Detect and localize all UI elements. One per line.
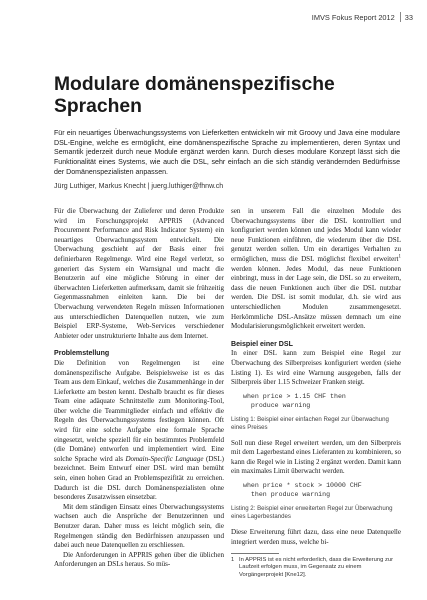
listing-caption-2: Listing 2: Beispiel einer erweiterten Regel zur Überwachung eines Lagerbestandes: [231, 505, 393, 521]
section-heading-beispiel: Beispiel einer DSL: [231, 340, 293, 348]
italic-term: Domain-Specific Language: [125, 454, 204, 463]
paragraph: Für die Überwachung der Zulieferer und deren Produkte wird im Forschungsprojekt APPRIS (Advanced Procurement Performance and Risk Indicator System) ein neuartiges Überwachungssystem entwickelt. Die Überwachung geschieht auf der Basis einer frei definierbaren Regelmenge. Wird eine Regel verletzt, so generiert das System ein Warnsignal und macht die Benutzerin auf eine mögliche Störung in einer der überwachten Lieferketten aufmerksam, damit sie frühzeitig Gegenmassnahmen einleiten kann. Die bei der Überwachung verwendeten Regeln müssen Informationen aus unterschiedlichen Datenquellen nutzen, wie zum Beispiel ERP-Systeme, Web-Services verschiedener Anbieter oder unstrukturierte Inhalte aus dem Internet.: [54, 207, 224, 340]
paragraph: [231, 207, 401, 332]
listing-caption-1: Listing 1: Beispiel einer einfachen Regel zur Überwachung eines Preises: [231, 415, 389, 431]
article-title: Modulare domänenspezifische Sprachen: [54, 74, 335, 117]
header-divider: [400, 12, 401, 22]
code-listing-1: when price > 1.15 CHF then produce warning: [243, 392, 346, 409]
paragraph: Mit dem ständigen Einsatz eines Überwachungssystems wachsen auch die Ansprüche der Benutzerinnen und Benutzer daran. Daher muss es leicht möglich sein, die Regelmengen ständig den Bedürfnissen anzupassen und dabei auch neue Datenquellen zu erschliessen.: [54, 502, 224, 550]
paragraph-text: Die Definition von Regelmengen ist eine domänenspezifische Aufgabe. Beispielsweise ist es das Team aus dem Einkauf, welches die Zusammenhänge in der Lieferkette am besten kennt. Deshalb braucht es für dieses Team eine adäquate Schnittstelle zum Monitoring-Tool, über welche die Teammitglieder einfach und effektiv die Regeln des Überwachungssystems festlegen können. Oft wird für eine solche Aufgabe eine formale Sprache eingesetzt, welche speziell für ein bestimmtes Problemfeld (die Domäne) entworfen und implementiert wird. Eine solche Sprache wird als: [54, 358, 224, 463]
paragraph-text: (DSL) bezeichnet. Beim Entwurf einer DSL wird man bemüht sein, einen hohen Grad an Problemspezifität zu erreichen. Dadurch ist die DSL durch Domänenspezialisten ohne besonderes Zusatzwissen einsetzbar.: [54, 454, 224, 502]
paragraph: [54, 359, 224, 503]
page-number: 33: [404, 12, 413, 22]
paragraph: Die Anforderungen in APPRIS gehen über die üblichen Anforderungen an DSLs heraus. So müs-: [54, 550, 224, 569]
paragraph-text: sen in unserem Fall die einzelnen Module des Überwachungssystems über die DSL kontrolliert und konfiguriert werden können und jedes Modul kann wieder neue Funktionen einführen, die wiederum über die DSL genutzt werden sollen. Um ein derartiges Verhalten zu ermöglichen, muss die DSL möglichst flexibel erweitert: [231, 207, 401, 263]
footnote-divider: [231, 553, 279, 554]
footnote-number: 1: [231, 556, 235, 563]
page-header: [312, 10, 413, 24]
code-listing-2: when price * stock > 10000 CHF then produce warning: [243, 482, 362, 499]
article-authors: Jürg Luthiger, Markus Knecht | juerg.luthiger@fhnw.ch: [54, 183, 224, 190]
right-column: [231, 207, 401, 579]
footnote-marker: 1: [398, 254, 401, 260]
section-heading-problemstellung: Problemstellung: [54, 350, 110, 358]
paragraph: Soll nun diese Regel erweitert werden, um den Silberpreis mit dem Lagerbestand eines Lieferanten zu kombinieren, so kann die Regel wie in Listing 2 ergänzt werden. Damit kann ein maximales Limit überwacht werden.: [231, 438, 401, 476]
publication-name: IMVS Fokus Report 2012: [311, 12, 395, 22]
paragraph: Diese Erweiterung führt dazu, dass eine neue Datenquelle integriert werden muss, welche bi-: [231, 528, 401, 546]
footnote: [231, 557, 401, 580]
article-lead: Für ein neuartiges Überwachungssystems von Lieferketten entwickeln wir mit Groovy und Java eine modulare DSL-Engine, welche es ermöglicht, eine domänenspezifische Sprache zu implementieren, deren Syntax und Semantik jederzeit durch neue Module ergänzt werden kann. Durch dieses modulare Konzept lässt sich die Funktionalität eines Systems, wie auch die DSL, sehr einfach an die sich ständig verändernden Bedürfnisse der Domänenspezialisten anpassen.: [54, 130, 400, 176]
paragraph: In einer DSL kann zum Beispiel eine Regel zur Überwachung des Silberpreises konfiguriert werden (siehe Listing 1). Es wird eine Warnung ausgegeben, falls der Silberpreis über 1.15 Schweizer Franken steigt.: [231, 349, 401, 387]
paragraph-text: werden können. Jedes Modul, das neue Funktionen einbringt, muss in der Lage sein, die DSL so zu erweitern, dass die neuen Funktionen auch über die DSL nutzbar werden. Die DSL ist somit modular, d.h. sie wird aus unterschiedlichen Modulen zusammengesetzt. Herkömmliche DSL-Ansätze müssen demnach um eine Modularisierungsmöglichkeit erweitert werden.: [231, 264, 401, 331]
left-column: [54, 207, 224, 570]
footnote-text: In APPRIS ist es nicht erforderlich, dass die Erweiterung zur Laufzeit erfolgen muss, im Gegensatz zu einem Vorgängerprojekt [Kne12].: [239, 556, 394, 578]
